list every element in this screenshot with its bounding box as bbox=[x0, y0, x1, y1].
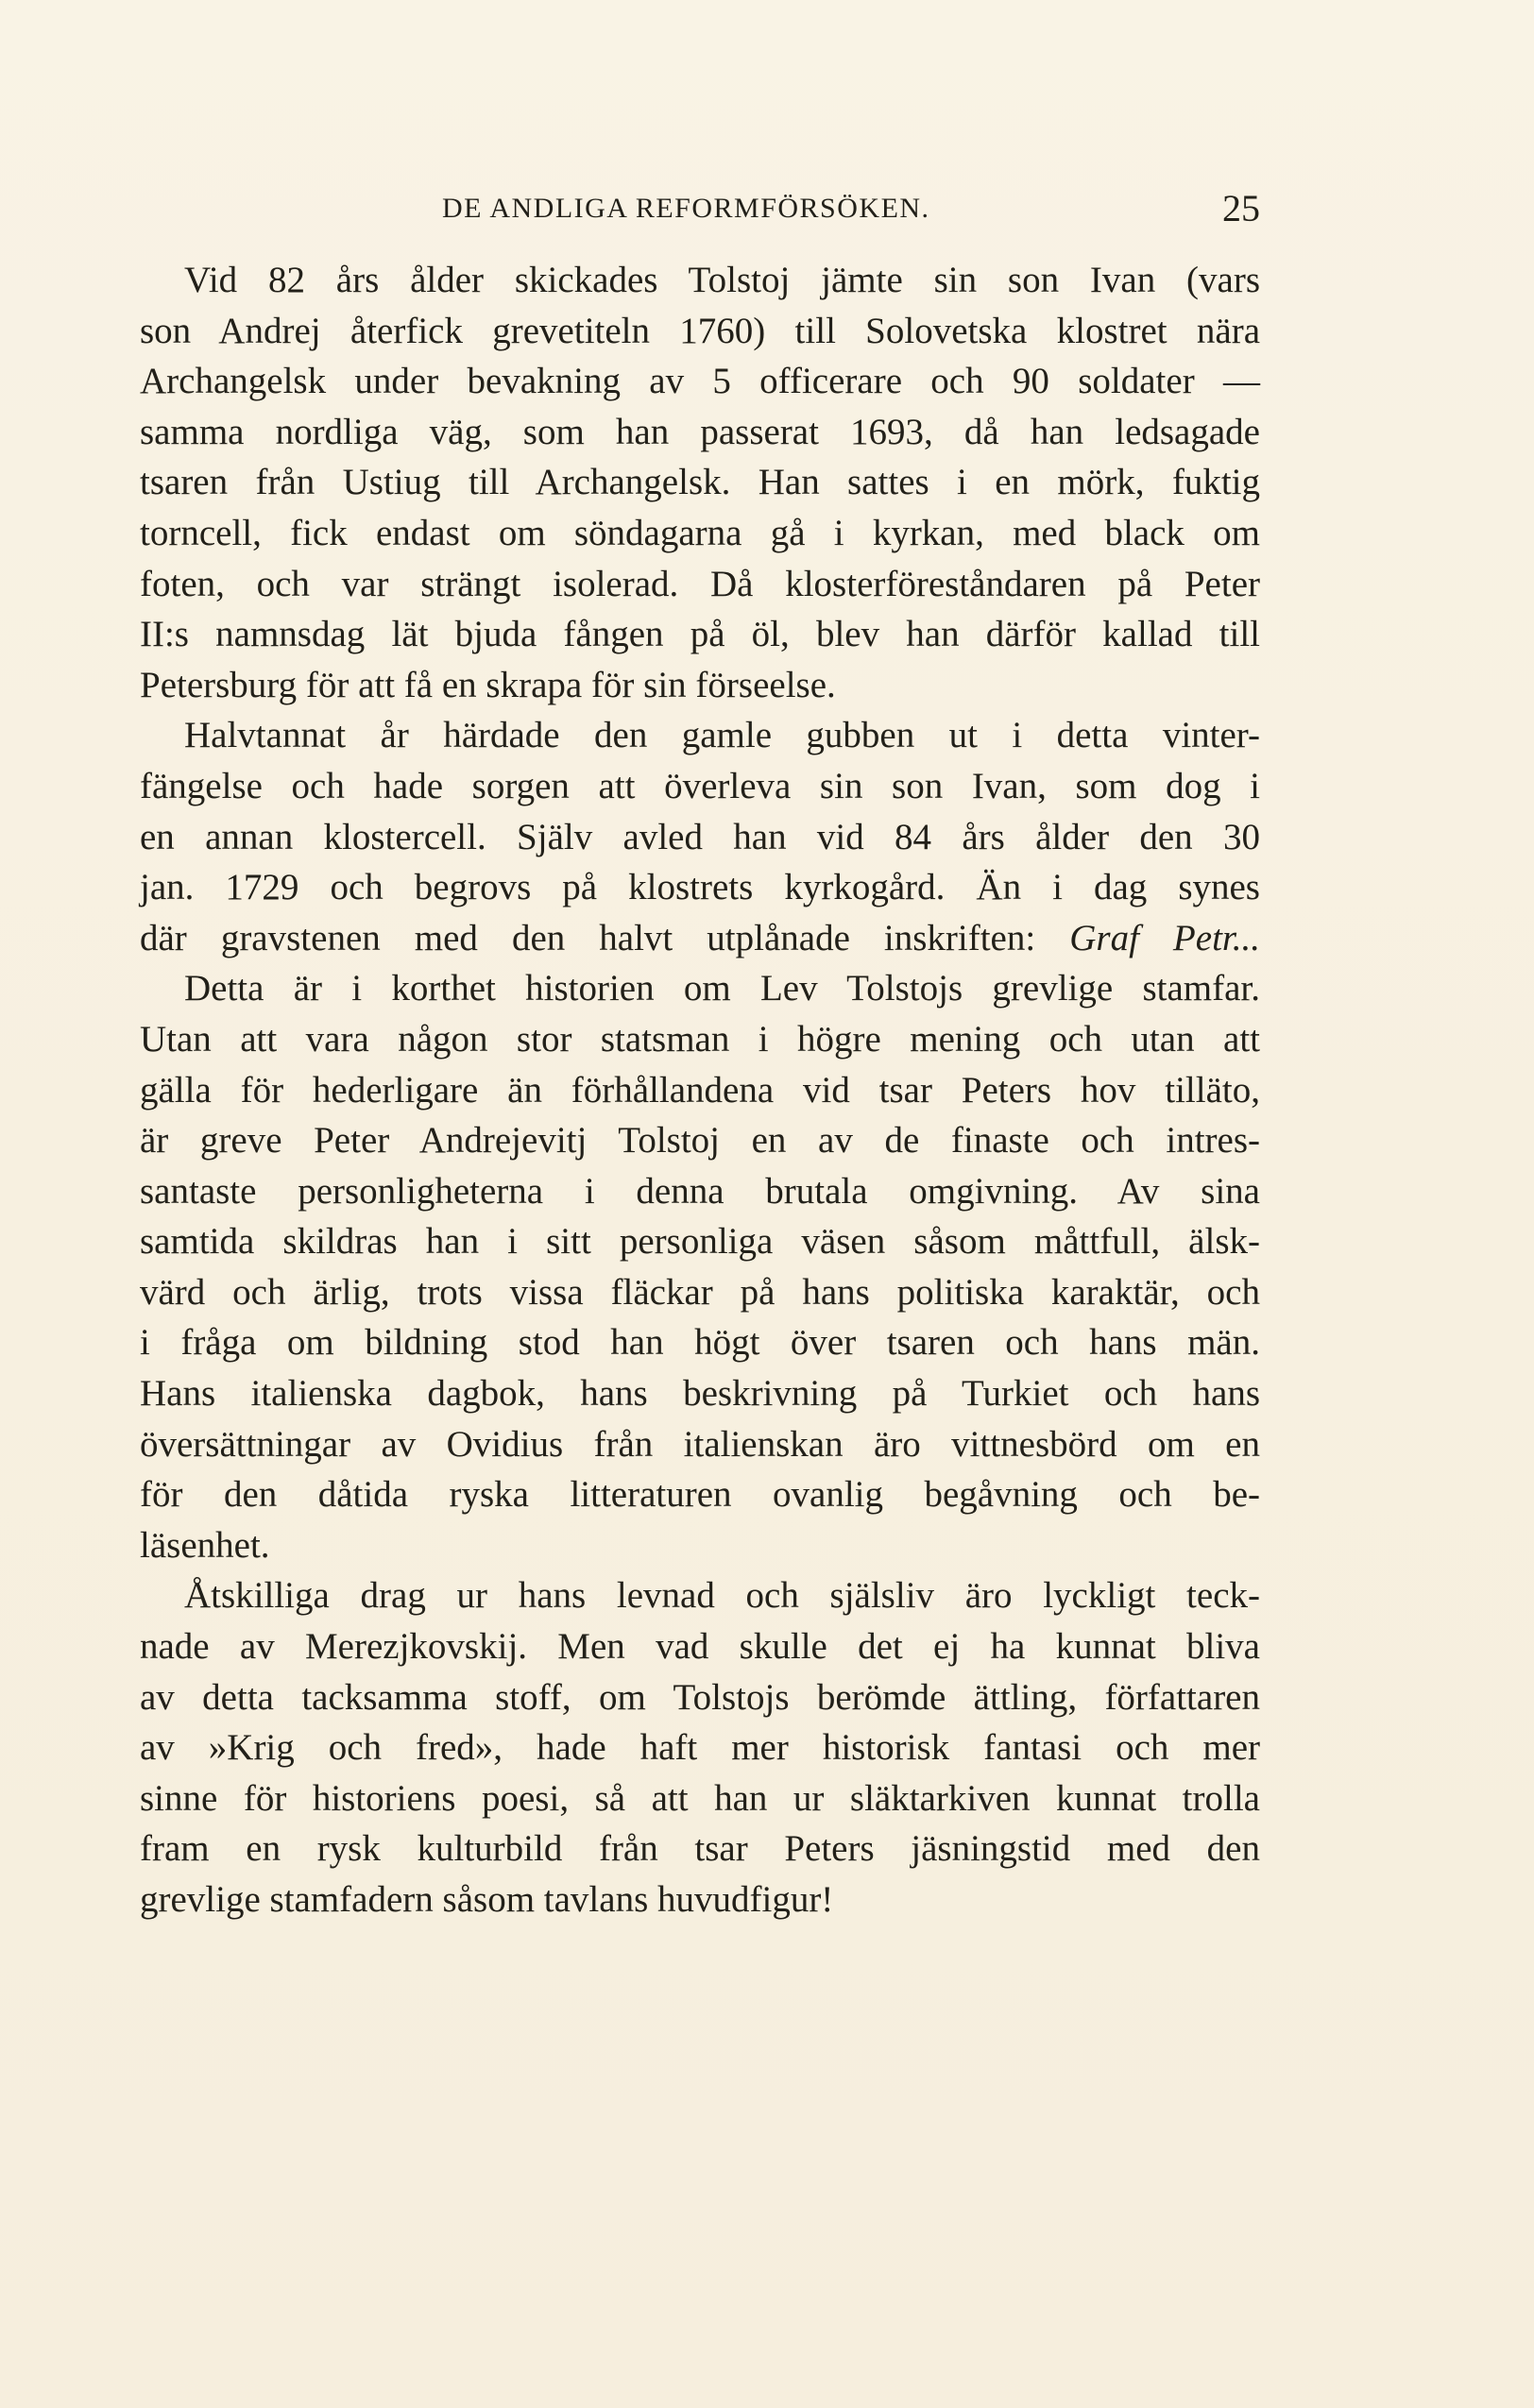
text-line bbox=[140, 356, 1260, 407]
text-line-content: av detta tacksamma stoff, om Tolstojs berömde ättling, författaren bbox=[140, 1676, 1260, 1718]
text-line-content: nade av Merezjkovskij. Men vad skulle det ej ha kunnat bliva bbox=[140, 1626, 1260, 1668]
page-header bbox=[140, 185, 1260, 232]
text-line bbox=[140, 1823, 1260, 1874]
text-line bbox=[140, 1267, 1260, 1318]
text-line-content: santaste personligheterna i denna brutala omgivning. Av sina bbox=[140, 1170, 1260, 1212]
inscription-text: Graf Petr... bbox=[1069, 917, 1261, 958]
text-line-content: torncell, fick endast om söndagarna gå i kyrkan, med black om bbox=[140, 512, 1260, 553]
text-line bbox=[140, 1621, 1260, 1672]
text-line-content: en annan klostercell. Själv avled han vid 84 års ålder den 30 bbox=[140, 816, 1260, 857]
text-line bbox=[140, 457, 1260, 508]
page-number: 25 bbox=[1222, 187, 1260, 229]
text-line bbox=[140, 306, 1260, 357]
text-line-content: Archangelsk under bevakning av 5 officerare och 90 soldater — bbox=[140, 361, 1260, 402]
text-line-content: Hans italienska dagbok, hans beskrivning på Turkiet och hans bbox=[140, 1373, 1260, 1415]
text-line bbox=[140, 1216, 1260, 1267]
text-line-content: fängelse och hade sorgen att överleva sin son Ivan, som dog i bbox=[140, 765, 1260, 806]
text-line-content: Vid 82 års ålder skickades Tolstoj jämte sin son Ivan (vars bbox=[184, 260, 1260, 300]
text-line-content: för den dåtida ryska litteraturen ovanlig begåvning och be- bbox=[140, 1474, 1260, 1516]
text-line bbox=[140, 1317, 1260, 1368]
text-line-content: där gravstenen med den halvt utplånade inskriften: bbox=[140, 917, 1036, 958]
text-line bbox=[140, 609, 1260, 660]
text-line-content: värd och ärlig, trots vissa fläckar på hans politiska karaktär, och bbox=[140, 1271, 1260, 1313]
text-line-content: Utan att vara någon stor statsman i högre mening och utan att bbox=[140, 1018, 1260, 1060]
text-line-content: sinne för historiens poesi, så att han ur släktarkiven kunnat trolla bbox=[140, 1777, 1260, 1819]
text-line bbox=[140, 963, 1260, 1014]
text-line-content: jan. 1729 och begrovs på klostrets kyrkogård. Än i dag synes bbox=[140, 867, 1260, 908]
text-line-content: Åtskilliga drag ur hans levnad och själsliv äro lyckligt teck- bbox=[184, 1575, 1260, 1617]
body-text bbox=[140, 255, 1260, 1925]
text-line bbox=[140, 1874, 1260, 1925]
text-line bbox=[140, 1166, 1260, 1217]
text-line bbox=[140, 1014, 1260, 1065]
text-line bbox=[140, 1469, 1260, 1520]
text-line-content: översättningar av Ovidius från italienskan äro vittnesbörd om en bbox=[140, 1423, 1260, 1465]
text-line-content: grevlige stamfadern såsom tavlans huvudfigur! bbox=[140, 1879, 834, 1920]
text-line bbox=[140, 710, 1260, 761]
text-line-content: Petersburg för att få en skrapa för sin förseelse. bbox=[140, 664, 836, 705]
text-line bbox=[140, 862, 1260, 913]
text-line bbox=[140, 1773, 1260, 1824]
text-line-content: läsenhet. bbox=[140, 1524, 270, 1566]
text-line-content: i fråga om bildning stod han högt över tsaren och hans män. bbox=[140, 1322, 1260, 1364]
text-line-content: Halvtannat år härdade den gamle gubben ut i detta vinter- bbox=[184, 715, 1260, 756]
text-line bbox=[140, 660, 1260, 711]
text-line-content: son Andrej återfick grevetiteln 1760) till Solovetska klostret nära bbox=[140, 310, 1260, 351]
text-line-content: fram en rysk kulturbild från tsar Peters jäsningstid med den bbox=[140, 1828, 1260, 1870]
text-line bbox=[140, 761, 1260, 812]
text-line bbox=[140, 1065, 1260, 1116]
text-line bbox=[140, 255, 1260, 306]
text-line-content: II:s namnsdag lät bjuda fången på öl, blev han därför kallad till bbox=[140, 614, 1260, 655]
text-line-content: gälla för hederligare än förhållandena vid tsar Peters hov tilläto, bbox=[140, 1069, 1260, 1111]
text-line bbox=[140, 559, 1260, 610]
text-line-content: är greve Peter Andrejevitj Tolstoj en av de finaste och intres- bbox=[140, 1120, 1260, 1162]
text-line bbox=[140, 913, 1260, 964]
text-line bbox=[140, 1520, 1260, 1571]
text-line bbox=[140, 1368, 1260, 1419]
text-line-content: av »Krig och fred», hade haft mer historisk fantasi och mer bbox=[140, 1727, 1260, 1769]
text-line-content: Detta är i korthet historien om Lev Tolstojs grevlige stamfar. bbox=[184, 968, 1260, 1009]
text-line-content: samtida skildras han i sitt personliga väsen såsom måttfull, älsk- bbox=[140, 1221, 1260, 1263]
text-line bbox=[140, 1419, 1260, 1470]
text-line bbox=[140, 1672, 1260, 1723]
text-line bbox=[140, 1115, 1260, 1166]
text-line bbox=[140, 1722, 1260, 1773]
text-line bbox=[140, 812, 1260, 863]
text-line-content: samma nordliga väg, som han passerat 1693, då han ledsagade bbox=[140, 411, 1260, 452]
text-line-content: foten, och var strängt isolerad. Då klosterföreståndaren på Peter bbox=[140, 563, 1260, 604]
text-line bbox=[140, 1570, 1260, 1621]
running-head: DE ANDLIGA REFORMFÖRSÖKEN. bbox=[442, 193, 930, 224]
text-line bbox=[140, 407, 1260, 458]
text-line bbox=[140, 508, 1260, 559]
text-line-content: tsaren från Ustiug till Archangelsk. Han sattes i en mörk, fuktig bbox=[140, 462, 1260, 503]
